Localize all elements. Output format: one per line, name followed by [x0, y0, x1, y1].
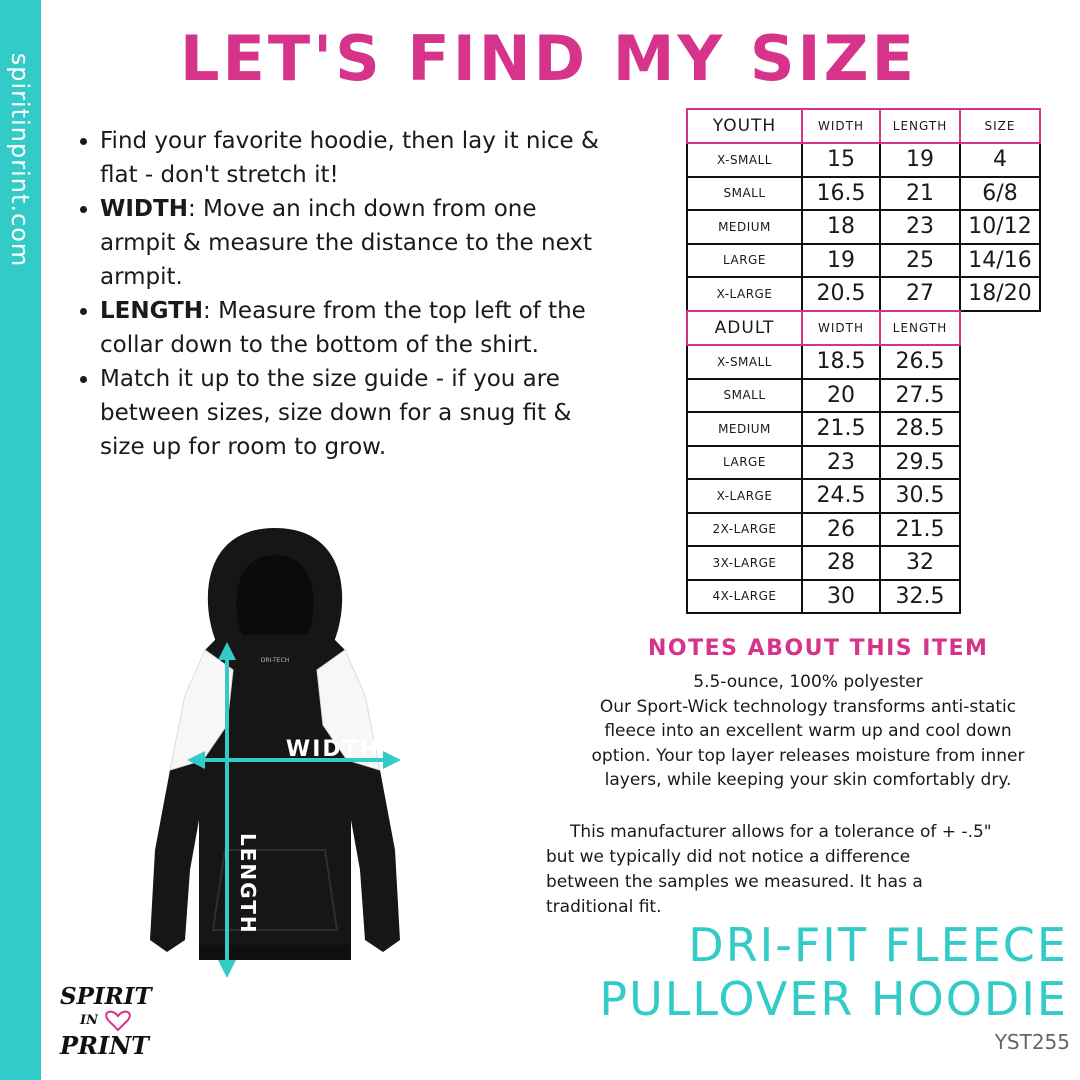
adult-value-cell: 21.5 — [802, 412, 880, 446]
adult-value-cell: 30 — [802, 580, 880, 614]
youth-size-table — [686, 108, 1041, 312]
product-code: YST255 — [994, 1030, 1070, 1054]
adult-value-cell: 26 — [802, 513, 880, 547]
length-label: LENGTH — [236, 833, 260, 935]
adult-value-cell: 20 — [802, 379, 880, 413]
adult-size-label: SMALL — [687, 379, 802, 413]
adult-row — [687, 580, 960, 614]
youth-header-cell: YOUTH — [687, 109, 802, 143]
youth-row — [687, 143, 1040, 177]
fit-note: This manufacturer allows for a tolerance of + -.5" but we typically did not notice a difference between the samples we measured. It has a traditional fit. — [546, 822, 992, 917]
svg-text:IN: IN — [80, 1013, 98, 1028]
instruction-item: • LENGTH: Measure from the top left of the collar down to the bottom of the shirt. — [100, 294, 610, 362]
instructions-list — [78, 124, 610, 464]
adult-row — [687, 546, 960, 580]
youth-size-label: MEDIUM — [687, 210, 802, 244]
adult-value-cell: 27.5 — [880, 379, 960, 413]
youth-value-cell: 27 — [880, 277, 960, 311]
adult-size-label: MEDIUM — [687, 412, 802, 446]
instruction-item: • Find your favorite hoodie, then lay it nice & flat - don't stretch it! — [100, 124, 610, 192]
youth-value-cell: 19 — [802, 244, 880, 278]
youth-value-cell: 6/8 — [960, 177, 1040, 211]
hoodie-body — [150, 635, 400, 960]
youth-value-cell: 19 — [880, 143, 960, 177]
youth-value-cell: 10/12 — [960, 210, 1040, 244]
adult-row — [687, 379, 960, 413]
adult-value-cell: 32 — [880, 546, 960, 580]
notes-body: 5.5-ounce, 100% polyester Our Sport-Wick technology transforms anti-static fleece into an excellent warm up and cool down option. Your top layer releases moisture from inner layers, while keeping your skin comfortably dry. — [591, 672, 1025, 790]
youth-row — [687, 244, 1040, 278]
adult-size-label: 3X-LARGE — [687, 546, 802, 580]
notes-title: NOTES ABOUT THIS ITEM — [648, 636, 989, 661]
adult-value-cell: 28.5 — [880, 412, 960, 446]
youth-value-cell: 18 — [802, 210, 880, 244]
youth-value-cell: 15 — [802, 143, 880, 177]
youth-size-label: SMALL — [687, 177, 802, 211]
youth-value-cell: 4 — [960, 143, 1040, 177]
youth-row — [687, 277, 1040, 311]
adult-header-row — [687, 311, 960, 345]
width-label: WIDTH — [285, 737, 381, 762]
collar-tag: DRI-TECH — [260, 657, 290, 664]
instruction-item: • WIDTH: Move an inch down from one armpit & measure the distance to the next armpit. — [100, 192, 610, 294]
adult-size-label: X-LARGE — [687, 479, 802, 513]
adult-header-cell: LENGTH — [880, 311, 960, 345]
adult-value-cell: 24.5 — [802, 479, 880, 513]
adult-value-cell: 18.5 — [802, 345, 880, 379]
spirit-in-print-logo — [56, 980, 156, 1070]
adult-value-cell: 21.5 — [880, 513, 960, 547]
adult-value-cell: 23 — [802, 446, 880, 480]
page-title: LET'S FIND MY SIZE — [180, 22, 917, 95]
adult-size-label: 2X-LARGE — [687, 513, 802, 547]
youth-value-cell: 18/20 — [960, 277, 1040, 311]
youth-header-cell: SIZE — [960, 109, 1040, 143]
adult-size-label: 4X-LARGE — [687, 580, 802, 614]
youth-row — [687, 210, 1040, 244]
adult-row — [687, 412, 960, 446]
adult-row — [687, 513, 960, 547]
adult-header-cell: ADULT — [687, 311, 802, 345]
adult-value-cell: 28 — [802, 546, 880, 580]
adult-size-table — [686, 310, 961, 614]
youth-size-label: X-LARGE — [687, 277, 802, 311]
youth-size-label: LARGE — [687, 244, 802, 278]
svg-text:PRINT: PRINT — [60, 1031, 150, 1060]
adult-value-cell: 29.5 — [880, 446, 960, 480]
youth-row — [687, 177, 1040, 211]
instruction-item: • Match it up to the size guide - if you are between sizes, size down for a snug fit & size up for room to grow. — [100, 362, 610, 464]
side-bar — [0, 0, 41, 1080]
adult-size-label: LARGE — [687, 446, 802, 480]
svg-text:SPIRIT: SPIRIT — [60, 983, 152, 1010]
adult-row — [687, 446, 960, 480]
adult-value-cell: 26.5 — [880, 345, 960, 379]
youth-size-label: X-SMALL — [687, 143, 802, 177]
youth-value-cell: 23 — [880, 210, 960, 244]
product-title: DRI-FIT FLEECE PULLOVER HOODIE — [599, 918, 1068, 1026]
adult-header-cell: WIDTH — [802, 311, 880, 345]
youth-value-cell: 25 — [880, 244, 960, 278]
adult-value-cell: 30.5 — [880, 479, 960, 513]
adult-value-cell: 32.5 — [880, 580, 960, 614]
adult-row — [687, 345, 960, 379]
adult-size-label: X-SMALL — [687, 345, 802, 379]
adult-row — [687, 479, 960, 513]
website-text: spiritinprint.com — [6, 52, 34, 268]
youth-header-cell: WIDTH — [802, 109, 880, 143]
youth-header-row — [687, 109, 1040, 143]
youth-value-cell: 20.5 — [802, 277, 880, 311]
youth-header-cell: LENGTH — [880, 109, 960, 143]
youth-value-cell: 14/16 — [960, 244, 1040, 278]
youth-value-cell: 21 — [880, 177, 960, 211]
hoodie-diagram — [115, 520, 435, 990]
youth-value-cell: 16.5 — [802, 177, 880, 211]
